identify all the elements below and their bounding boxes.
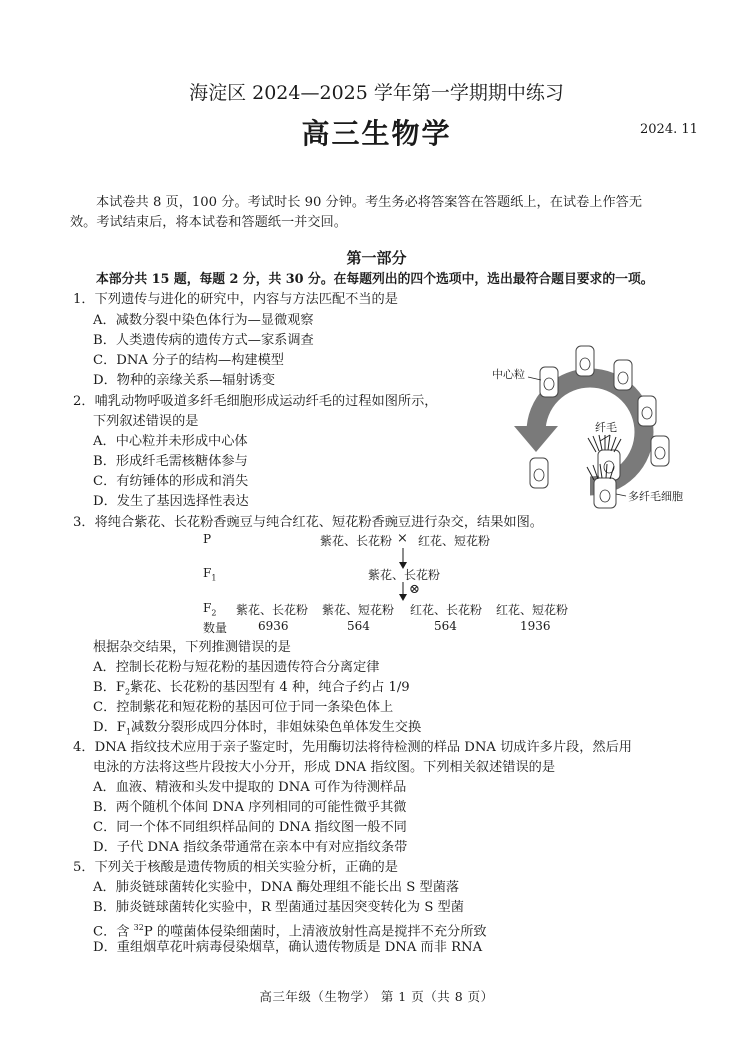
f2-phenotype-4: 红花、短花粉 [496, 603, 569, 617]
f2-count-3: 564 [434, 619, 457, 633]
q2-option-c: C．有纺锤体的形成和消失 [93, 474, 249, 489]
selfing-icon: ⊗ [409, 582, 420, 597]
exam-date: 2024. 11 [640, 122, 698, 137]
q4-option-b: B．两个随机个体间 DNA 序列相同的可能性微乎其微 [93, 800, 407, 815]
q2-option-d: D．发生了基因选择性表达 [93, 494, 249, 509]
nucleus-4 [642, 407, 652, 419]
label-cilia: 纤毛 [595, 421, 617, 434]
f2-count-4: 1936 [520, 619, 551, 633]
q2-stem-2: 下列叙述错误的是 [93, 414, 199, 429]
arrow-head-icon [514, 426, 558, 452]
nucleus-7 [534, 469, 544, 481]
f2-phenotype-1: 紫花、长花粉 [236, 603, 309, 617]
q5-option-c: C．含 $^{32}$P 的噬菌体侵染细菌时，上清液放射性高是搅拌不充分所致 [93, 923, 487, 940]
f2-phenotype-2: 紫花、短花粉 [322, 603, 395, 617]
cross-p-label: P [203, 532, 212, 546]
nucleus-1 [544, 378, 554, 390]
f2-count-2: 564 [347, 619, 370, 633]
q5-option-b: B．肺炎链球菌转化实验中，R 型菌通过基因突变转化为 S 型菌 [93, 900, 464, 915]
q4-option-c: C．同一个体不同组织样品间的 DNA 指纹图一般不同 [93, 820, 407, 835]
q2-stem-1: 2．哺乳动物呼吸道多纤毛细胞形成运动纤毛的过程如图所示， [73, 394, 438, 409]
cross-times-icon: × [397, 531, 408, 546]
q4-stem-1: 4．DNA 指纹技术应用于亲子鉴定时，先用酶切法将待检测的样品 DNA 切成许多片段，然后用 [73, 740, 632, 755]
nucleus-3 [618, 372, 628, 384]
q1-option-c: C．DNA 分子的结构—构建模型 [93, 353, 284, 368]
ciliated-cell-diagram [488, 340, 688, 515]
f2-count-1: 6936 [258, 619, 289, 633]
subject-title: 高三生物学 [301, 117, 452, 150]
q3-option-c: C．控制紫花和短花粉的基因可位于同一条染色体上 [93, 700, 394, 715]
q4-option-d: D．子代 DNA 指纹条带通常在亲本中有对应指纹条带 [93, 840, 408, 855]
cross-f1-label: $F_1$ [203, 566, 217, 583]
label-centriole: 中心粒 [492, 368, 525, 381]
cross-f1-phenotype: 紫花、长花粉 [368, 568, 441, 582]
page-footer: 高三年级（生物学） 第 1 页（共 8 页） [259, 989, 494, 1004]
q3-option-b: B．$F_2$紫花、长花粉的基因型有 4 种，纯合子约占 1/9 [93, 680, 410, 697]
instructions-line-2: 效。考试结束后，将本试卷和答题纸一并交回。 [70, 215, 347, 230]
exam-title: 海淀区 2024—2025 学年第一学期期中练习 [189, 82, 564, 104]
q3-option-d: D．$F_1$减数分裂形成四分体时，非姐妹染色单体发生交换 [93, 720, 422, 737]
q2-option-a: A．中心粒并未形成中心体 [93, 434, 248, 449]
nucleus-8 [600, 490, 610, 502]
q5-stem: 5．下列关于核酸是遗传物质的相关实验分析，正确的是 [73, 860, 398, 875]
q4-stem-2: 电泳的方法将这些片段按大小分开，形成 DNA 指纹图。下列相关叙述错误的是 [93, 760, 556, 775]
nucleus-2 [580, 358, 590, 370]
q1-option-d: D．物种的亲缘关系—辐射诱变 [93, 373, 276, 388]
q3-option-a: A．控制长花粉与短花粉的基因遗传符合分离定律 [93, 660, 380, 675]
section-intro: 本部分共 15 题，每题 2 分，共 30 分。在每题列出的四个选项中，选出最符合题目要求的一项。 [96, 272, 654, 287]
arrow-down-icon-2 [397, 582, 409, 602]
q5-option-d: D．重组烟草花叶病毒侵染烟草，确认遗传物质是 DNA 而非 RNA [93, 940, 483, 955]
q5-option-a: A．肺炎链球菌转化实验中，DNA 酶处理组不能长出 S 型菌落 [93, 880, 460, 895]
q4-option-a: A．血液、精液和头发中提取的 DNA 可作为待测样品 [93, 780, 407, 795]
cross-f2-label: $F_2$ [203, 601, 217, 618]
instructions-line-1: 本试卷共 8 页，100 分。考试时长 90 分钟。考生务必将答案答在答题纸上，在试卷上作答无 [96, 195, 643, 210]
q3-stem-2: 根据杂交结果，下列推测错误的是 [93, 640, 291, 655]
cross-parent-2: 红花、短花粉 [418, 534, 491, 548]
label-ciliated-cell: 多纤毛细胞 [628, 490, 683, 503]
q3-stem: 3．将纯合紫花、长花粉香豌豆与纯合红花、短花粉香豌豆进行杂交，结果如图。 [73, 515, 543, 530]
q1-option-a: A．减数分裂中染色体行为—显微观察 [93, 313, 314, 328]
section-title: 第一部分 [346, 249, 407, 267]
count-label: 数量 [203, 621, 228, 635]
q1-option-b: B．人类遗传病的遗传方式—家系调查 [93, 333, 314, 348]
q2-option-b: B．形成纤毛需核糖体参与 [93, 454, 248, 469]
nucleus-5 [655, 447, 665, 459]
f2-phenotype-3: 红花、长花粉 [410, 603, 483, 617]
q1-stem: 1．下列遗传与进化的研究中，内容与方法匹配不当的是 [73, 292, 398, 307]
cross-parent-1: 紫花、长花粉 [320, 534, 393, 548]
